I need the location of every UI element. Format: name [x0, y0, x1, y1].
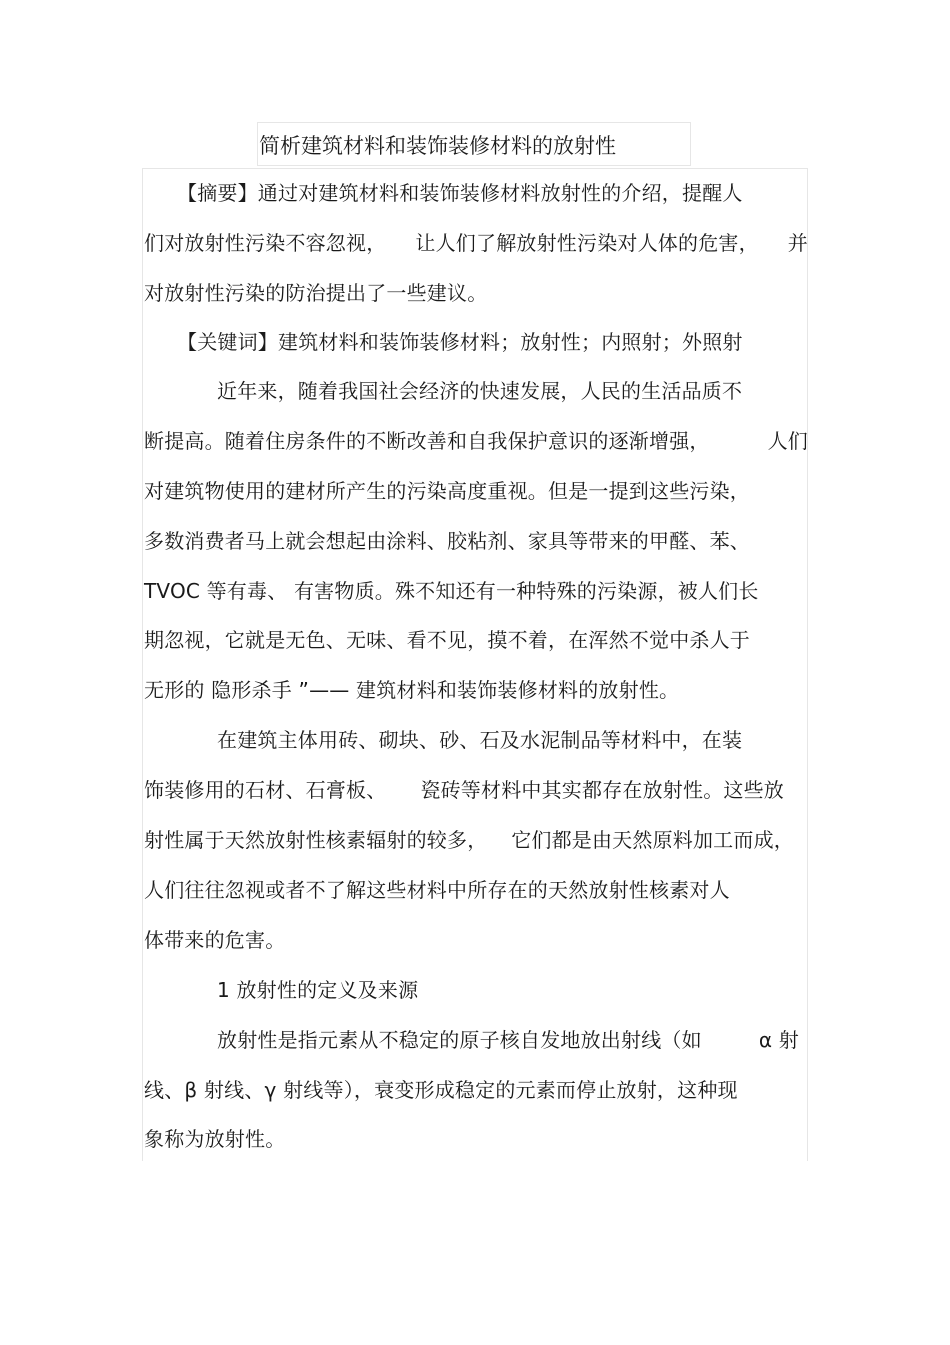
text-segment: 饰装修用的石材、石膏板、 — [144, 778, 387, 802]
content-frame — [142, 168, 808, 1161]
text-segment: 射性属于天然放射性核素辐射的较多， — [144, 828, 488, 852]
paragraph-2-line-1 — [217, 725, 807, 755]
paragraph-2-line-2 — [144, 775, 784, 805]
text-segment: 近年来，随着我国社会经济的快速发展，人民的生活品质不 — [217, 379, 743, 403]
paragraph-1-line-1 — [217, 376, 807, 406]
text-segment: 它们都是由天然原料加工而成， — [511, 828, 794, 852]
section-heading — [217, 975, 807, 1005]
paragraph-3-line-2 — [144, 1075, 808, 1105]
paragraph-3-line-1 — [217, 1025, 799, 1055]
text-segment: 人们 — [767, 429, 808, 453]
paragraph-2-line-3 — [144, 825, 794, 855]
text-segment: 【关键词】建筑材料和装饰装修材料；放射性；内照射；外照射 — [177, 330, 743, 354]
text-segment: 象称为放射性。 — [144, 1127, 286, 1151]
text-segment: 多数消费者马上就会想起由涂料、胶粘剂、家具等带来的甲醛、苯、 — [144, 529, 750, 553]
text-segment: 对建筑物使用的建材所产生的污染高度重视。但是一提到这些污染， — [144, 479, 750, 503]
text-segment: 们对放射性污染不容忽视， — [144, 231, 387, 255]
paragraph-1-line-3 — [144, 476, 808, 506]
text-segment: TVOC 等有毒、 有害物质。殊不知还有一种特殊的污染源，被人们长 — [144, 579, 759, 603]
text-segment: α 射 — [758, 1028, 799, 1052]
abstract-line-3 — [144, 278, 808, 308]
text-segment: 无形的 隐形杀手 ”—— 建筑材料和装饰装修材料的放射性。 — [144, 678, 680, 702]
text-segment: 并 — [787, 231, 808, 255]
text-segment: 体带来的危害。 — [144, 928, 286, 952]
abstract-line-2 — [144, 228, 808, 258]
paragraph-1-line-4 — [144, 526, 808, 556]
text-segment: 放射性是指元素从不稳定的原子核自发地放出射线（如 — [217, 1028, 702, 1052]
paragraph-1-line-7 — [144, 675, 808, 705]
text-segment: 断提高。随着住房条件的不断改善和自我保护意识的逐渐增强， — [144, 429, 710, 453]
paragraph-3-line-3 — [144, 1124, 808, 1154]
text-segment: 1 放射性的定义及来源 — [217, 978, 419, 1002]
paragraph-2-line-5 — [144, 925, 808, 955]
paragraph-1-line-5 — [144, 576, 808, 606]
paragraph-2-line-4 — [144, 875, 808, 905]
text-segment: 【摘要】通过对建筑材料和装饰装修材料放射性的介绍，提醒人 — [177, 181, 743, 205]
text-segment: 线、β 射线、γ 射线等），衰变形成稳定的元素而停止放射，这种现 — [144, 1078, 738, 1102]
paragraph-1-line-6 — [144, 625, 808, 655]
text-segment: 让人们了解放射性污染对人体的危害， — [415, 231, 759, 255]
text-segment: 对放射性污染的防治提出了一些建议。 — [144, 281, 488, 305]
document-title: 简析建筑材料和装饰装修材料的放射性 — [259, 134, 616, 158]
text-segment: 期忽视，它就是无色、无味、看不见，摸不着，在浑然不觉中杀人于 — [144, 628, 750, 652]
text-segment: 在建筑主体用砖、砌块、砂、石及水泥制品等材料中，在装 — [217, 728, 743, 752]
keywords-line — [177, 327, 807, 357]
paragraph-1-line-2 — [144, 426, 808, 456]
text-segment: 瓷砖等材料中其实都存在放射性。这些放 — [420, 778, 784, 802]
abstract-line-1 — [177, 178, 807, 208]
text-segment: 人们往往忽视或者不了解这些材料中所存在的天然放射性核素对人 — [144, 878, 730, 902]
